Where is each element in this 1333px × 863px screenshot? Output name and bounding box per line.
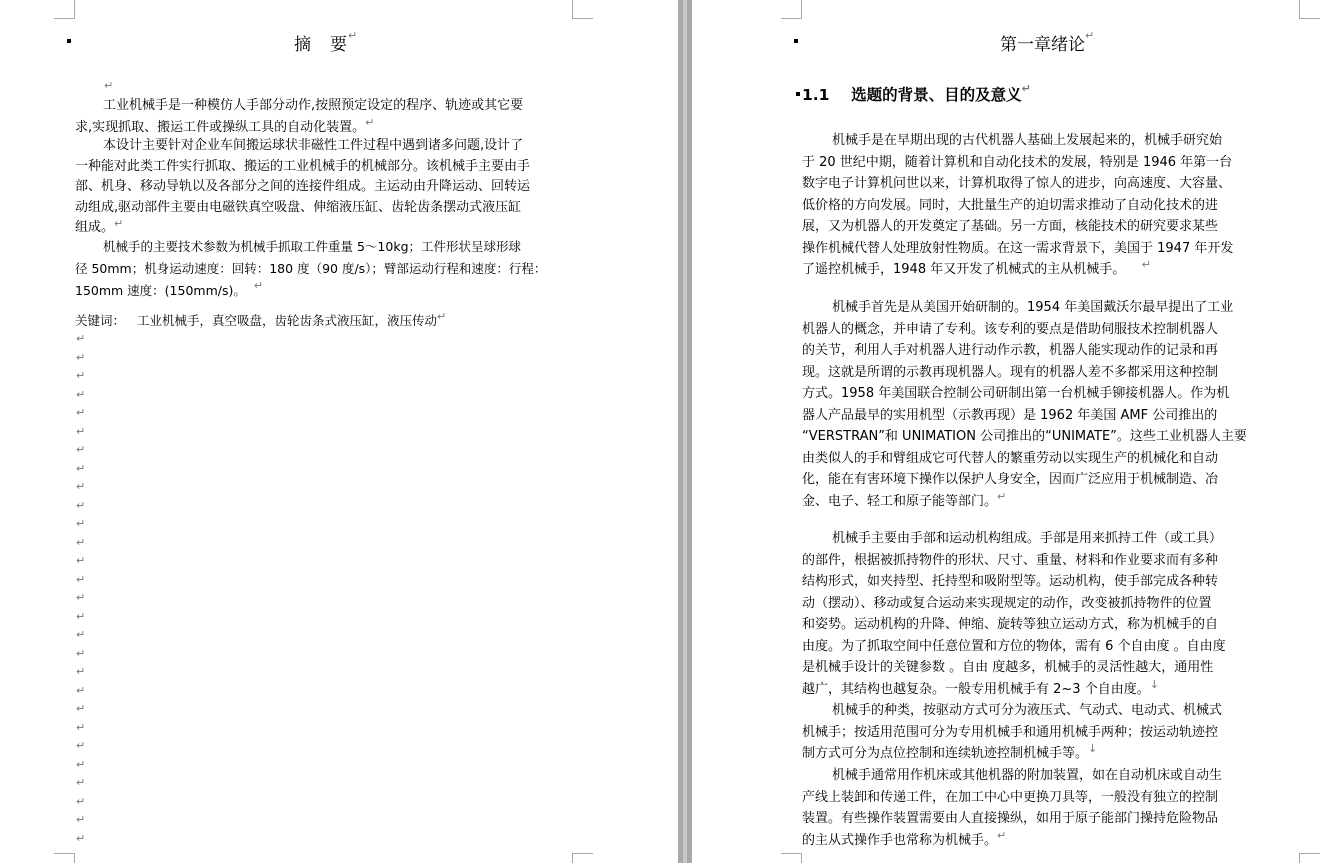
text-line: 是机械手设计的关键参数 。自由 度越多，机械手的灵活性越大，通用性: [802, 660, 1214, 675]
text-line: 越广，其结构也越复杂。一般专用机械手有 2~3 个自由度。: [802, 681, 1150, 697]
line-break-mark: ↓: [1149, 677, 1159, 691]
abstract-paragraph-3[interactable]: [75, 236, 575, 302]
abstract-title-text: 摘 要: [294, 35, 348, 55]
empty-paragraph-mark: ↵: [76, 462, 86, 475]
paragraph-mark: ↵: [997, 828, 1007, 842]
paragraph-mark: ↵: [114, 217, 124, 230]
empty-paragraph-mark: ↵: [76, 610, 86, 623]
heading-bullet: [794, 39, 798, 43]
text-line: 工业机械手是一种模仿人手部分动作,按照预定设定的程序、轨迹或其它要: [103, 98, 524, 113]
text-line: 装置。有些操作装置需要由人直接操纵，如用于原子能部门操持危险物品: [802, 811, 1219, 826]
text-line: 机械手首先是从美国开始研制的。1954 年美国戴沃尔最早提出了工业: [832, 300, 1234, 315]
text-line: 结构形式，如夹持型、托持型和吸附型等。运动机构，使手部完成各种转: [802, 574, 1219, 589]
text-line: 机械手主要由手部和运动机构组成。手部是用来抓持工件（或工具）: [832, 531, 1223, 546]
empty-paragraph-mark: ↵: [76, 739, 86, 752]
margin-corner-bottom-right: [572, 853, 593, 863]
text-line: 机械手是在早期出现的古代机器人基础上发展起来的，机械手研究始: [832, 133, 1223, 148]
section-heading-text: 选题的背景、目的及意义: [851, 86, 1022, 104]
page-gap: [678, 0, 692, 863]
text-line: 于 20 世纪中期，随着计算机和自动化技术的发展，特别是 1946 年第一台: [802, 154, 1233, 170]
paragraph-mark: ↵: [365, 115, 375, 129]
text-line: 产线上装卸和传递工件，在加工中心中更换刀具等，一般没有独立的控制: [802, 789, 1219, 805]
heading-bullet: [67, 39, 71, 43]
paragraph-mark: ↵: [104, 79, 114, 92]
keywords-value: 工业机械手，真空吸盘，齿轮齿条式液压缸，液压传动: [136, 313, 437, 328]
text-line: 一种能对此类工件实行抓取、搬运的工业机械手的机械部分。该机械手主要由手: [75, 158, 531, 174]
text-line: 径 50mm；机身运动速度：回转：180 度（90 度/s）；臂部运动行程和速度：行程：: [75, 261, 547, 276]
empty-paragraph-mark: ↵: [76, 425, 86, 438]
margin-corner-bottom-left: [781, 853, 802, 863]
empty-paragraph-mark: ↵: [76, 684, 86, 697]
empty-paragraph-mark: ↵: [76, 813, 86, 826]
heading-bullet: [796, 92, 800, 96]
empty-paragraph-mark: ↵: [76, 536, 86, 549]
intro-paragraph-3[interactable]: [802, 528, 1298, 700]
text-line: 了遥控机械手，1948 年又开发了机械式的主从机械手。: [802, 262, 1126, 277]
empty-paragraph-mark: ↵: [76, 591, 86, 604]
empty-paragraph-mark: ↵: [76, 406, 86, 419]
empty-paragraph-mark: ↵: [76, 480, 86, 493]
text-line: 由度。为了抓取空间中任意位置和方位的物体，需有 6 个自由度 。自由度: [802, 638, 1226, 654]
paragraph-mark: ↵: [1141, 258, 1151, 271]
empty-paragraph-mark: ↵: [76, 388, 86, 401]
empty-paragraph-mark: ↵: [76, 832, 86, 845]
empty-paragraph-mark: ↵: [76, 647, 86, 660]
line-break-mark: ↓: [1088, 742, 1098, 755]
margin-corner-top-left: [54, 0, 75, 19]
paragraph-mark: ↵: [253, 279, 264, 292]
abstract-paragraph-2[interactable]: [75, 136, 575, 239]
paragraph-mark: ↵: [348, 29, 359, 42]
empty-paragraph-mark: ↵: [76, 776, 86, 789]
text-line: 的关节，利用人手对机器人进行动作示教，机器人能实现动作的记录和再: [802, 343, 1219, 358]
text-line: 组成。: [75, 220, 115, 235]
text-line: 机械手通常用作机床或其他机器的附加装置，如在自动机床或自动生: [832, 768, 1223, 783]
text-line: 和姿势。运动机构的升降、伸缩、旋转等独立运动方式，称为机械手的自: [802, 617, 1219, 632]
text-line: 的主从式操作手也常称为机械手。: [802, 832, 998, 848]
paragraph-mark: ↵: [1085, 29, 1095, 42]
empty-paragraph-mark: ↵: [76, 351, 86, 364]
text-line: 150mm 速度：(150mm/s)。: [75, 283, 246, 298]
page-title[interactable]: [294, 29, 359, 55]
text-line: 展，又为机器人的开发奠定了基础。另一方面，核能技术的研究要求某些: [802, 219, 1219, 234]
margin-corner-bottom-right: [1299, 853, 1320, 863]
text-line: 器人产品最早的实用机型（示教再现）是 1962 年美国 AMF 公司推出的: [802, 407, 1218, 423]
paragraph-mark: ↵: [1021, 82, 1031, 95]
empty-paragraph-mark: ↵: [76, 702, 86, 715]
chapter-title[interactable]: [1000, 29, 1095, 55]
text-line: “VERSTRAN”和 UNIMATION 公司推出的“UNIMATE”。这些工业机器人主要: [802, 429, 1247, 444]
intro-paragraph-2[interactable]: [802, 297, 1298, 512]
paragraph-mark: ↵: [997, 489, 1007, 503]
text-line: 机械手；按适用范围可分为专用机械手和通用机械手两种；按运动轨迹控: [802, 724, 1219, 740]
text-line: 方式。1958 年美国联合控制公司研制出第一台机械手铆接机器人。作为机: [802, 386, 1230, 401]
section-heading[interactable]: [802, 82, 1031, 105]
empty-paragraph-mark: ↵: [76, 332, 86, 345]
empty-paragraph-mark: ↵: [76, 499, 86, 512]
text-line: 金、电子、轻工和原子能等部门。: [802, 493, 998, 509]
margin-corner-top-left: [781, 0, 802, 19]
empty-paragraph-mark: ↵: [76, 665, 86, 678]
intro-paragraph-1[interactable]: [802, 130, 1298, 281]
text-line: 机械手的种类，按驱动方式可分为液压式、气动式、电动式、机械式: [832, 703, 1223, 718]
text-line: 现。这就是所谓的示教再现机器人。现有的机器人差不多都采用这种控制: [802, 364, 1219, 380]
margin-corner-bottom-left: [54, 853, 75, 863]
text-line: 部、机身、移动导轨以及各部分之间的连接件组成。主运动由升降运动、回转运: [75, 179, 531, 194]
empty-paragraph-mark: ↵: [76, 795, 86, 808]
text-line: 由类似人的手和臂组成它可代替人的繁重劳动以实现生产的机械化和自动: [802, 450, 1219, 466]
empty-paragraph-mark: ↵: [76, 628, 86, 641]
text-line: 求,实现抓取、搬运工件或操纵工具的自动化装置。: [75, 119, 366, 135]
empty-paragraph-mark: ↵: [76, 554, 86, 567]
page-chapter-1: [692, 0, 1333, 863]
empty-paragraph-mark: ↵: [76, 573, 86, 586]
keywords-line[interactable]: [75, 310, 447, 329]
text-line: 机器人的概念，并申请了专利。该专利的要点是借助伺服技术控制机器人: [802, 321, 1219, 337]
margin-corner-top-right: [572, 0, 593, 19]
empty-paragraph-mark: ↵: [76, 369, 86, 382]
text-line: 动（摆动）、移动或复合运动来实现规定的动作，改变被抓持物件的位置: [802, 595, 1212, 611]
empty-paragraph-mark: ↵: [76, 758, 86, 771]
text-line: 操作机械代替人处理放射性物质。在这一需求背景下，美国于 1947 年开发: [802, 240, 1234, 256]
paragraph-mark: ↵: [436, 310, 447, 323]
section-number: 1.1: [802, 86, 830, 104]
keywords-label: 关键词：: [75, 313, 126, 328]
text-line: 的部件，根据被抓持物件的形状、尺寸、重量、材料和作业要求而有多种: [802, 552, 1219, 568]
intro-paragraph-4[interactable]: [802, 700, 1298, 765]
empty-paragraph-mark: ↵: [76, 517, 86, 530]
text-line: 机械手的主要技术参数为机械手抓取工件重量 5～10kg；工件形状呈球形球: [103, 239, 522, 254]
page-gap-stripe: [683, 0, 687, 863]
margin-corner-top-right: [1299, 0, 1320, 19]
text-line: 低价格的方向发展。同时，大批量生产的迫切需求推动了自动化技术的进: [802, 197, 1219, 213]
empty-paragraph-mark: ↵: [76, 721, 86, 734]
intro-paragraph-5[interactable]: [802, 765, 1298, 851]
text-line: 本设计主要针对企业车间搬运球状非磁性工件过程中遇到诸多问题,设计了: [103, 138, 524, 153]
empty-paragraph-mark: ↵: [76, 443, 86, 456]
text-line: 动组成,驱动部件主要由电磁铁真空吸盘、伸缩液压缸、齿轮齿条摆动式液压缸: [75, 199, 522, 215]
text-line: 化，能在有害环境下操作以保护人身安全，因而广泛应用于机械制造、冶: [802, 472, 1219, 487]
text-line: 制方式可分为点位控制和连续轨迹控制机械手等。: [802, 746, 1089, 761]
text-line: 数字电子计算机问世以来，计算机取得了惊人的进步，向高速度、大容量、: [802, 176, 1232, 191]
chapter-title-text: 第一章绪论: [1000, 35, 1085, 55]
abstract-paragraph-1[interactable]: [75, 95, 575, 138]
